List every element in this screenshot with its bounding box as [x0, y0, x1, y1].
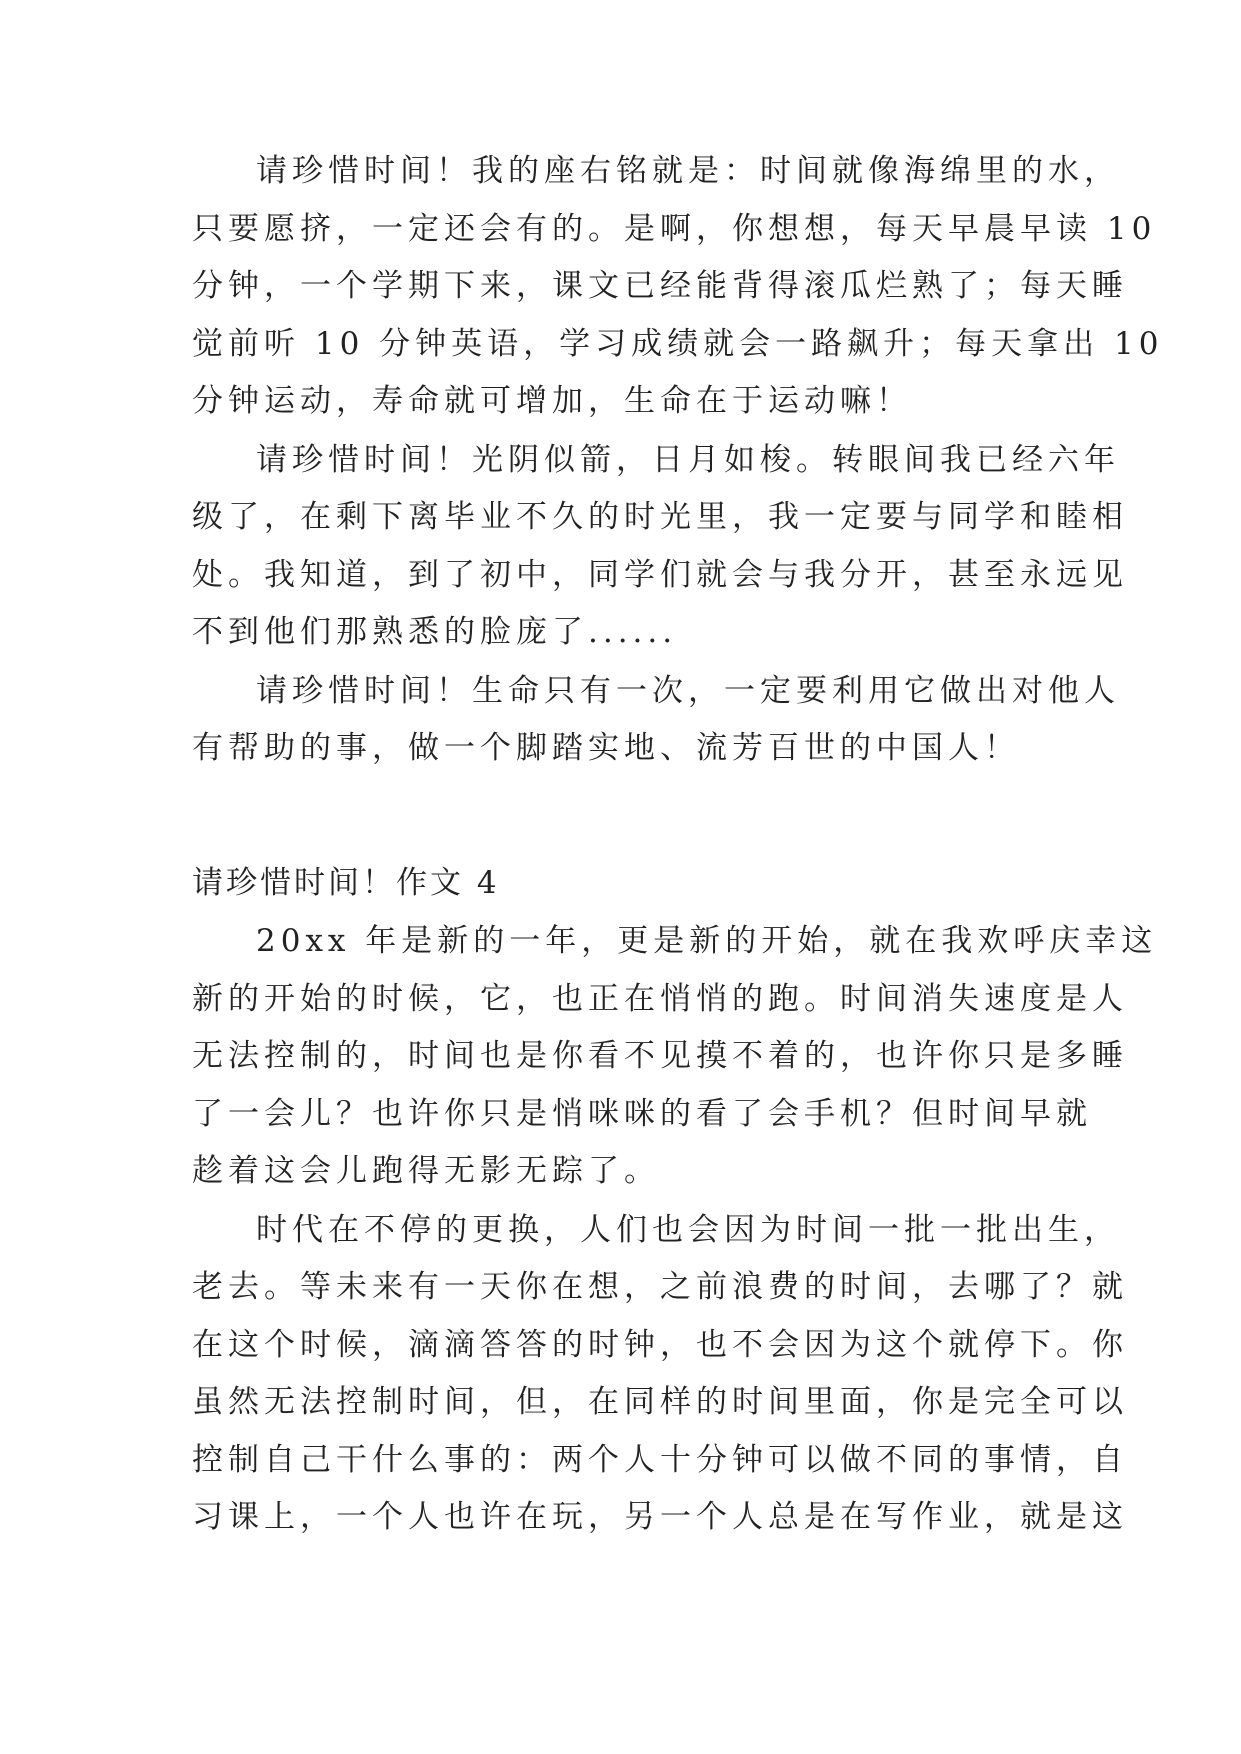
text-line: 新的开始的时候，它，也正在悄悄的跑。时间消失速度是人 [192, 981, 1128, 1017]
text-line: 时代在不停的更换，人们也会因为时间一批一批出生， [256, 1212, 1120, 1248]
text-line: 老去。等未来有一天你在想，之前浪费的时间，去哪了？就 [192, 1269, 1128, 1305]
text-line: 分钟，一个学期下来，课文已经能背得滚瓜烂熟了；每天睡 [192, 268, 1128, 304]
text-line: 分钟运动，寿命就可增加，生命在于运动嘛！ [192, 383, 912, 419]
text-line: 请珍惜时间！生命只有一次，一定要利用它做出对他人 [256, 673, 1120, 709]
text-line: 虽然无法控制时间，但，在同样的时间里面，你是完全可以 [192, 1384, 1128, 1420]
text-line: 趁着这会儿跑得无影无踪了。 [192, 1153, 660, 1189]
text-line: 20xx 年是新的一年，更是新的开始，就在我欢呼庆幸这 [256, 923, 1158, 959]
text-line: 在这个时候，滴滴答答的时钟，也不会因为这个就停下。你 [192, 1327, 1128, 1363]
text-line: 处。我知道，到了初中，同学们就会与我分开，甚至永远见 [192, 557, 1128, 593]
text-line: 有帮助的事，做一个脚踏实地、流芳百世的中国人！ [192, 730, 1020, 766]
text-line: 了一会儿？也许你只是悄咪咪的看了会手机？但时间早就 [192, 1096, 1092, 1132]
text-line: 觉前听 10 分钟英语，学习成绩就会一路飙升；每天拿出 10 [192, 326, 1164, 362]
section-heading: 请珍惜时间！作文 4 [192, 865, 500, 901]
text-line: 控制自己干什么事的：两个人十分钟可以做不同的事情，自 [192, 1442, 1128, 1478]
text-line: 不到他们那熟悉的脸庞了...... [192, 614, 678, 650]
text-line: 无法控制的，时间也是你看不见摸不着的，也许你只是多睡 [192, 1038, 1128, 1074]
text-line: 只要愿挤，一定还会有的。是啊，你想想，每天早晨早读 10 [192, 211, 1157, 247]
text-line: 习课上，一个人也许在玩，另一个人总是在写作业，就是这 [192, 1499, 1128, 1535]
text-line: 级了，在剩下离毕业不久的时光里，我一定要与同学和睦相 [192, 499, 1128, 535]
text-line: 请珍惜时间！我的座右铭就是：时间就像海绵里的水， [256, 153, 1120, 189]
text-line: 请珍惜时间！光阴似箭，日月如梭。转眼间我已经六年 [256, 442, 1120, 478]
